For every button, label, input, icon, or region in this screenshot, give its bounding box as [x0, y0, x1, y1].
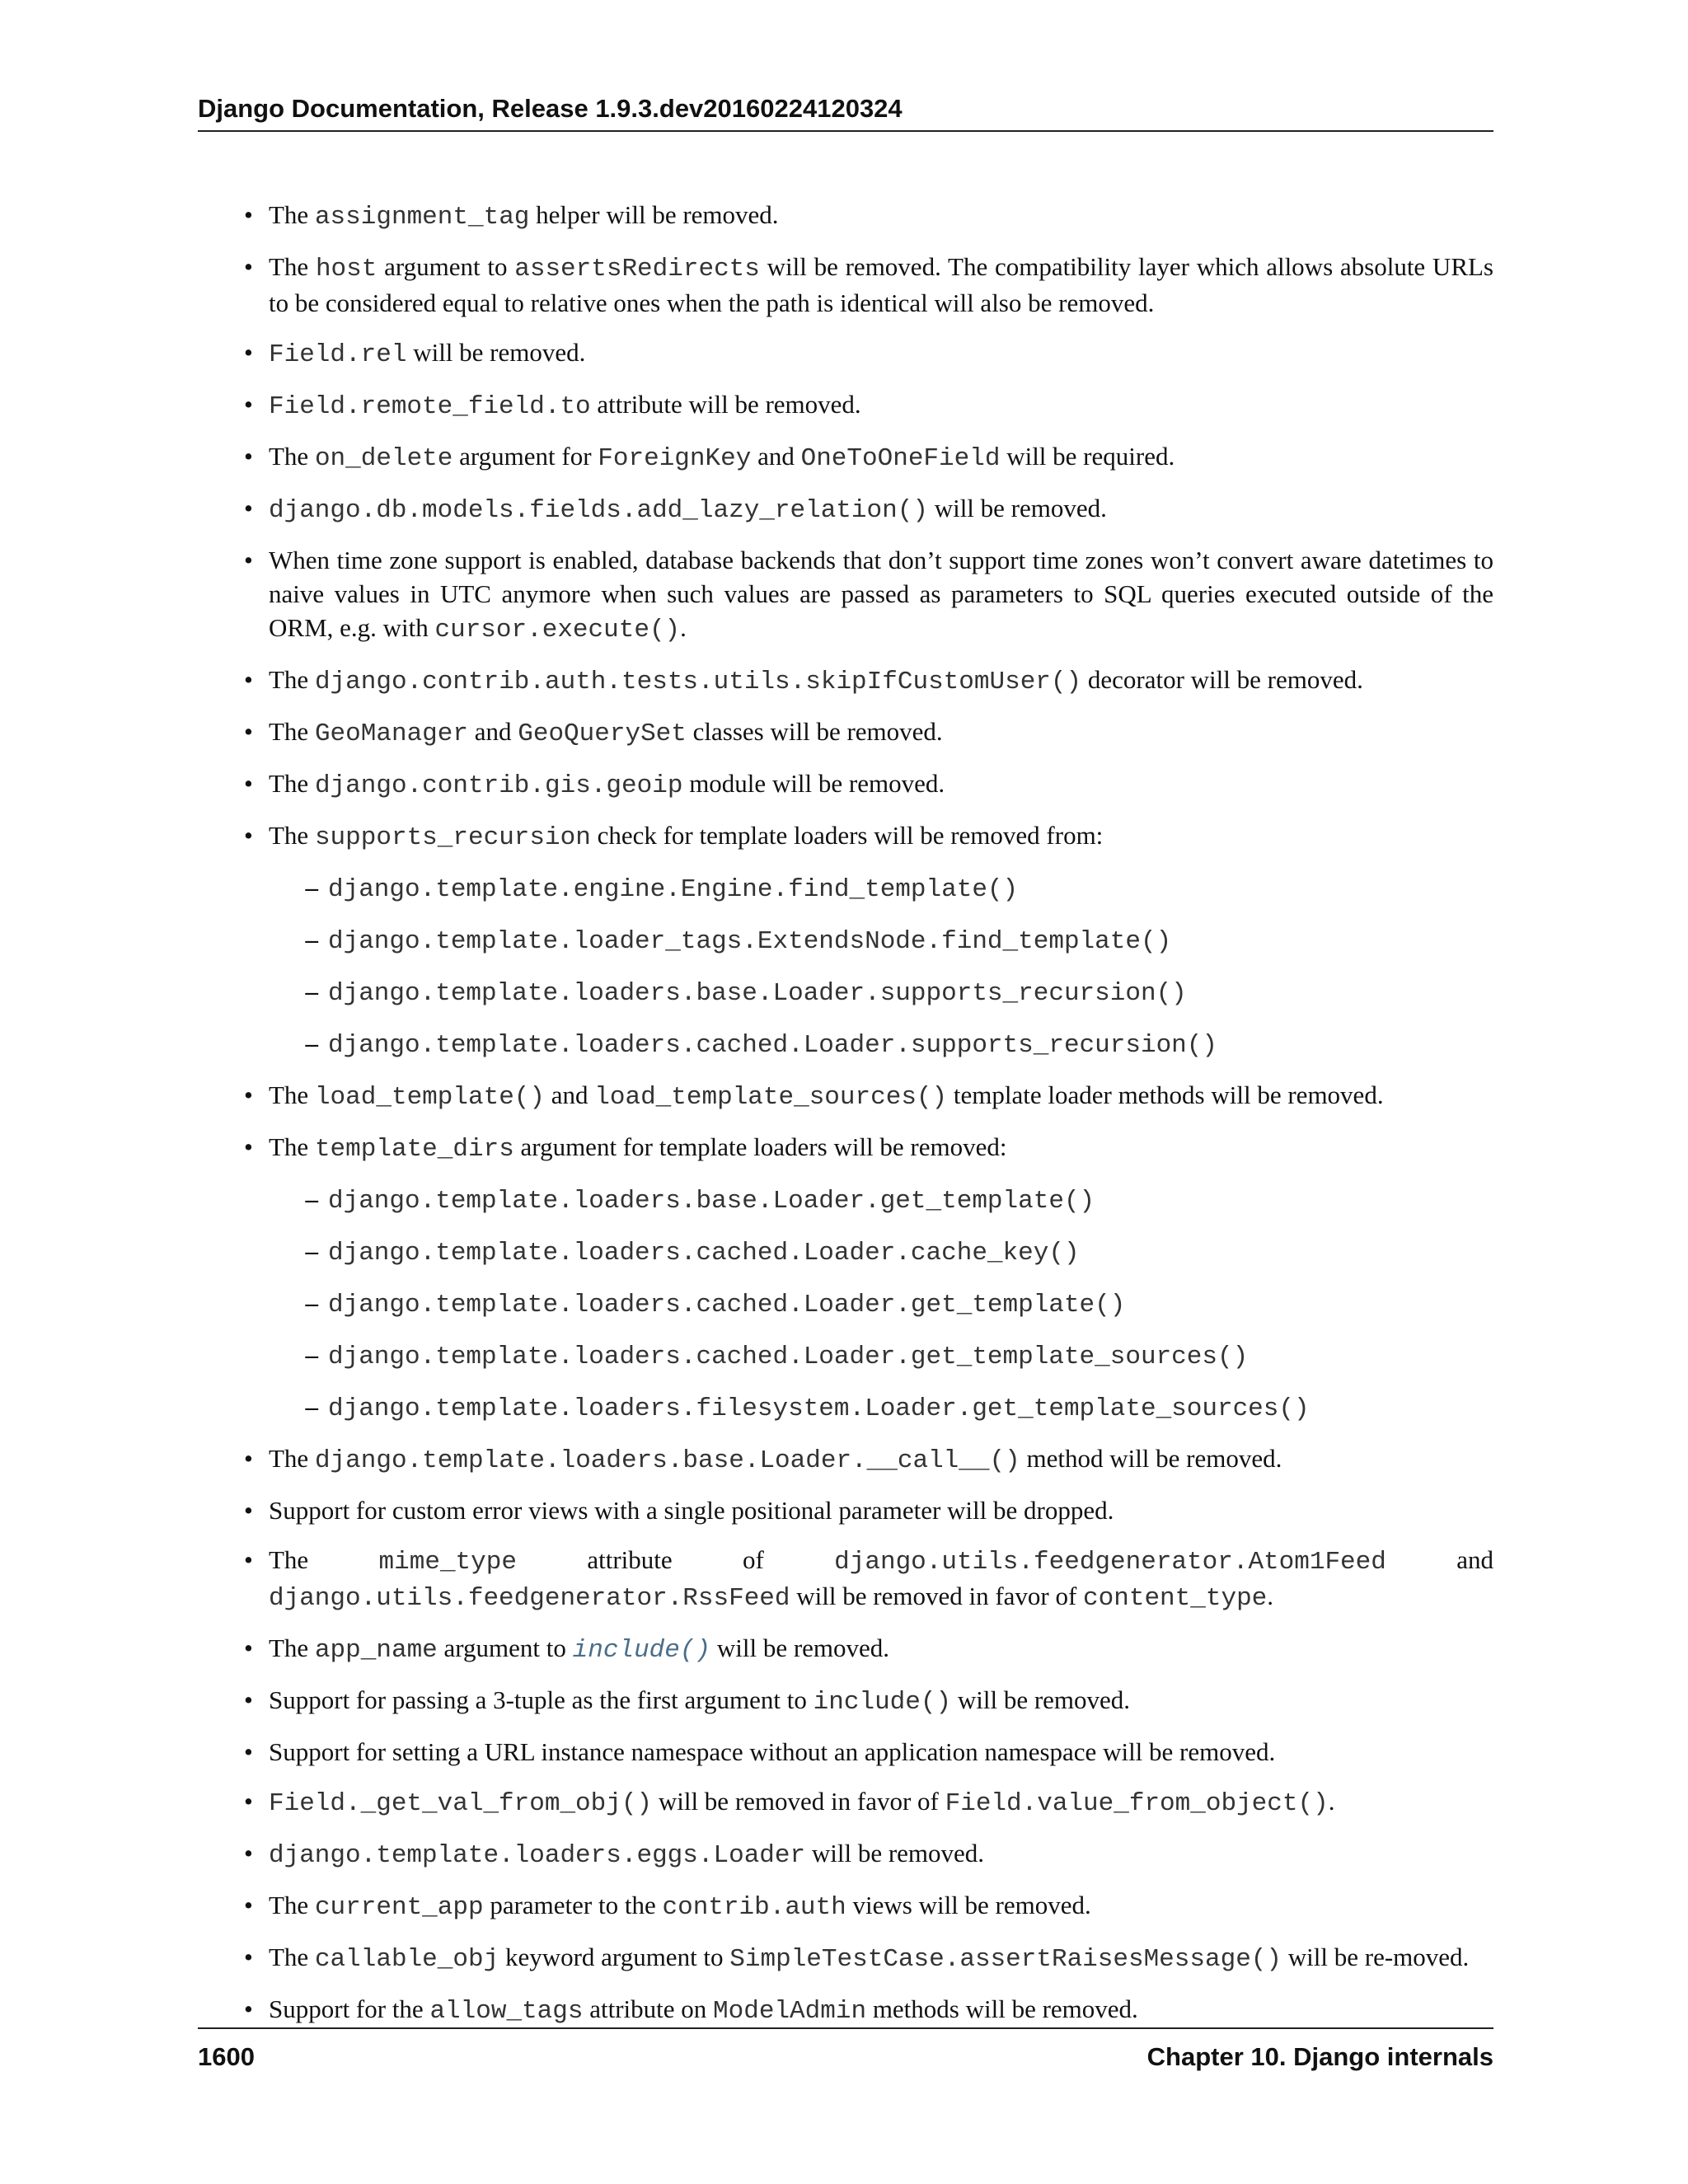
code-literal: django.template.loaders.cached.Loader.cache_key()	[328, 1239, 1080, 1268]
code-literal: Field.value_from_object()	[945, 1789, 1329, 1818]
text-run: template loader methods will be removed.	[947, 1080, 1384, 1109]
sub-list-item	[269, 1338, 1493, 1374]
text-run: and	[1386, 1545, 1493, 1574]
text-run: When time zone support is enabled, database backends that don’t support time zones won’t convert aware datetimes to naive values in UTC anymore when such values are passed as parameters to SQL queries executed outside of the ORM, e.g. with	[269, 546, 1493, 642]
chapter-title: Chapter 10. Django internals	[1146, 2042, 1493, 2071]
text-run: will be re-moved.	[1282, 1943, 1470, 1971]
list-item	[198, 1493, 1493, 1527]
text-run: will be removed.	[406, 338, 586, 367]
text-run: module will be removed.	[682, 769, 945, 798]
list-item	[198, 766, 1493, 803]
text-run: The	[269, 252, 316, 281]
text-run: The	[269, 821, 315, 850]
text-run: The	[269, 665, 315, 694]
dash-icon: –	[305, 1340, 318, 1369]
code-literal: django.template.loaders.base.Loader.get_template()	[328, 1187, 1095, 1216]
bullet-icon: •	[244, 1685, 253, 1714]
deprecation-list	[198, 198, 1493, 2028]
bullet-icon: •	[244, 1943, 253, 1971]
text-run: argument to	[437, 1633, 573, 1662]
code-literal: django.contrib.auth.tests.utils.skipIfCustomUser()	[314, 668, 1082, 696]
code-literal: django.template.loaders.base.Loader.supports_recursion()	[328, 979, 1187, 1008]
text-run: attribute will be removed.	[590, 390, 861, 419]
code-literal: django.template.loader_tags.ExtendsNode.find_template()	[328, 927, 1172, 956]
text-run: .	[680, 613, 687, 642]
bullet-icon: •	[244, 338, 253, 367]
code-literal: ModelAdmin	[713, 1997, 867, 2026]
running-header: Django Documentation, Release 1.9.3.dev20160224120324	[198, 92, 1493, 132]
list-item	[198, 491, 1493, 527]
sub-list-item	[269, 1026, 1493, 1062]
list-item	[198, 1784, 1493, 1821]
text-run: will be removed.	[805, 1839, 985, 1868]
list-item	[198, 1888, 1493, 1924]
text-run: classes will be removed.	[686, 717, 943, 746]
code-literal: django.utils.feedgenerator.Atom1Feed	[834, 1548, 1386, 1577]
list-item	[198, 1940, 1493, 1976]
text-run: parameter to the	[483, 1891, 663, 1919]
code-literal: SimpleTestCase.assertRaisesMessage()	[729, 1945, 1282, 1974]
text-run: The	[269, 769, 315, 798]
dash-icon: –	[305, 977, 318, 1005]
code-literal: django.contrib.gis.geoip	[314, 771, 683, 800]
bullet-icon: •	[244, 717, 253, 746]
text-run: .	[1328, 1787, 1335, 1816]
code-literal: django.template.loaders.cached.Loader.get_template_sources()	[328, 1343, 1249, 1371]
code-literal: django.template.loaders.cached.Loader.get_template()	[328, 1291, 1126, 1319]
bullet-icon: •	[244, 665, 253, 694]
bullet-icon: •	[244, 252, 253, 281]
code-literal: django.template.loaders.filesystem.Loader.get_template_sources()	[328, 1394, 1310, 1423]
text-run: The	[269, 442, 315, 471]
code-literal: django.template.loaders.base.Loader.__call__()	[314, 1446, 1020, 1475]
text-run: and	[545, 1080, 595, 1109]
list-item	[198, 250, 1493, 320]
list-item	[198, 818, 1493, 1062]
list-item	[198, 1441, 1493, 1478]
text-run: argument for template loaders will be removed:	[513, 1132, 1007, 1161]
sub-list-item	[269, 1390, 1493, 1426]
code-literal: Field.rel	[269, 340, 407, 369]
bullet-icon: •	[244, 200, 253, 229]
bullet-icon: •	[244, 1080, 253, 1109]
bullet-icon: •	[244, 442, 253, 471]
code-literal: django.template.loaders.eggs.Loader	[269, 1841, 806, 1870]
text-run: The	[269, 1444, 315, 1473]
code-literal: content_type	[1083, 1584, 1268, 1613]
text-run: The	[269, 1943, 315, 1971]
bullet-icon: •	[244, 1132, 253, 1161]
sub-list	[269, 870, 1493, 1062]
code-literal: mime_type	[378, 1548, 517, 1577]
bullet-icon: •	[244, 546, 253, 574]
code-literal: current_app	[314, 1893, 484, 1922]
text-run: argument for	[452, 442, 598, 471]
code-literal: contrib.auth	[662, 1893, 846, 1922]
text-run: keyword argument to	[499, 1943, 730, 1971]
bullet-icon: •	[244, 1787, 253, 1816]
text-run: check for template loaders will be removed from:	[590, 821, 1104, 850]
sub-list	[269, 1182, 1493, 1426]
bullet-icon: •	[244, 1444, 253, 1473]
code-literal: GeoManager	[314, 719, 468, 748]
text-run: .	[1267, 1582, 1274, 1610]
list-item	[198, 715, 1493, 751]
text-run: Support for passing a 3-tuple as the first argument to	[269, 1685, 814, 1714]
list-item	[198, 387, 1493, 424]
bullet-icon: •	[244, 1737, 253, 1766]
text-run: Support for the	[269, 1994, 430, 2023]
code-literal: django.utils.feedgenerator.RssFeed	[269, 1584, 790, 1613]
text-run: attribute of	[516, 1545, 835, 1574]
list-item	[198, 1683, 1493, 1719]
text-run: decorator will be removed.	[1081, 665, 1363, 694]
page-content	[198, 198, 1493, 2044]
text-run: will be removed in favor of	[652, 1787, 945, 1816]
code-literal: ForeignKey	[598, 444, 752, 473]
code-literal: assertsRedirects	[514, 255, 760, 284]
code-literal: assignment_tag	[314, 203, 530, 232]
text-run: Support for custom error views with a single positional parameter will be dropped.	[269, 1496, 1114, 1525]
text-run: method will be removed.	[1020, 1444, 1282, 1473]
sub-list-item	[269, 922, 1493, 958]
code-literal: Field.remote_field.to	[269, 392, 591, 421]
code-literal: GeoQuerySet	[518, 719, 687, 748]
text-run: will be removed in favor of	[790, 1582, 1084, 1610]
dash-icon: –	[305, 1184, 318, 1213]
bullet-icon: •	[244, 769, 253, 798]
list-item	[198, 1130, 1493, 1426]
code-literal: callable_obj	[314, 1945, 499, 1974]
code-literal: django.template.engine.Engine.find_template()	[328, 875, 1019, 904]
list-item	[198, 1836, 1493, 1872]
dash-icon: –	[305, 1288, 318, 1317]
code-literal: OneToOneField	[800, 444, 1001, 473]
list-item	[198, 1543, 1493, 1615]
list-item	[198, 439, 1493, 476]
text-run: The	[269, 1132, 315, 1161]
code-literal: Field._get_val_from_obj()	[269, 1789, 653, 1818]
text-run: views will be removed.	[846, 1891, 1091, 1919]
text-run: will be removed. The compatibility layer which allows absolute URLs to be considered equal to relative ones when the path is identical will also be removed.	[269, 252, 1494, 317]
sub-list-item	[269, 1286, 1493, 1322]
list-item	[198, 663, 1493, 699]
text-run: will be removed.	[710, 1633, 890, 1662]
text-run: The	[269, 1633, 315, 1662]
sub-list-item	[269, 1182, 1493, 1218]
bullet-icon: •	[244, 1496, 253, 1525]
code-literal: supports_recursion	[314, 823, 591, 852]
text-run: will be removed.	[927, 494, 1107, 523]
list-item	[198, 1631, 1493, 1667]
page-number: 1600	[198, 2042, 255, 2071]
running-footer	[198, 2027, 1493, 2074]
list-item	[198, 1735, 1493, 1769]
bullet-icon: •	[244, 1891, 253, 1919]
text-run: argument to	[377, 252, 515, 281]
text-run: attribute on	[583, 1994, 714, 2023]
text-run: The	[269, 717, 315, 746]
code-literal: allow_tags	[429, 1997, 584, 2026]
text-run: helper will be removed.	[529, 200, 779, 229]
text-run: The	[269, 1080, 315, 1109]
list-item	[198, 1078, 1493, 1114]
text-run: and	[467, 717, 518, 746]
bullet-icon: •	[244, 821, 253, 850]
list-item	[198, 335, 1493, 372]
text-run: and	[751, 442, 801, 471]
code-literal: on_delete	[314, 444, 453, 473]
sub-list-item	[269, 870, 1493, 907]
list-item	[198, 1992, 1493, 2028]
code-literal: load_template_sources()	[594, 1083, 948, 1112]
text-run: The	[269, 1545, 379, 1574]
dash-icon: –	[305, 1029, 318, 1057]
text-run: The	[269, 1891, 315, 1919]
code-literal: app_name	[314, 1636, 438, 1665]
dash-icon: –	[305, 873, 318, 902]
code-literal: django.db.models.fields.add_lazy_relation()	[269, 496, 928, 525]
text-run: will be required.	[1000, 442, 1175, 471]
code-literal: cursor.execute()	[434, 616, 681, 644]
sub-list-item	[269, 974, 1493, 1010]
bullet-icon: •	[244, 1994, 253, 2023]
bullet-icon: •	[244, 1633, 253, 1662]
text-run: Support for setting a URL instance namespace without an application namespace will be removed.	[269, 1737, 1276, 1766]
list-item	[198, 198, 1493, 234]
code-literal: include()	[813, 1688, 952, 1717]
dash-icon: –	[305, 925, 318, 954]
text-run: methods will be removed.	[866, 1994, 1138, 2023]
sub-list-item	[269, 1234, 1493, 1270]
text-run: will be removed.	[951, 1685, 1131, 1714]
code-literal: load_template()	[314, 1083, 545, 1112]
dash-icon: –	[305, 1236, 318, 1265]
dash-icon: –	[305, 1392, 318, 1421]
text-run: The	[269, 200, 315, 229]
bullet-icon: •	[244, 494, 253, 523]
bullet-icon: •	[244, 390, 253, 419]
code-literal: template_dirs	[314, 1135, 514, 1164]
list-item	[198, 543, 1493, 647]
doc-link[interactable]: include()	[572, 1636, 711, 1665]
code-literal: host	[315, 255, 377, 284]
bullet-icon: •	[244, 1839, 253, 1868]
code-literal: django.template.loaders.cached.Loader.supports_recursion()	[328, 1031, 1217, 1060]
bullet-icon: •	[244, 1545, 253, 1574]
